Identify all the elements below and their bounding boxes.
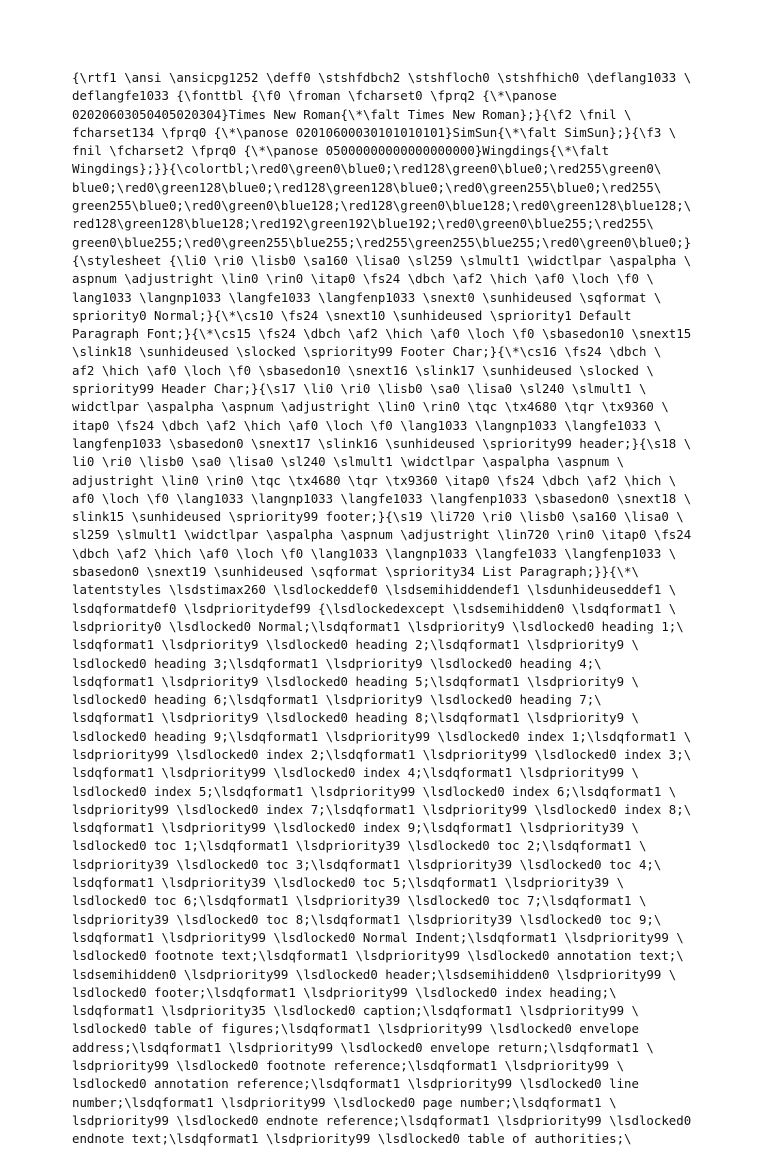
text-line: number;\lsdqformat1 \lsdpriority99 \lsdlocked0 page number;\lsdqformat1 \ <box>72 1094 617 1110</box>
text-line: lsdlocked0 toc 6;\lsdqformat1 \lsdpriority39 \lsdlocked0 toc 7;\lsdqformat1 \ <box>72 893 647 909</box>
text-line: lsdqformat1 \lsdpriority99 \lsdlocked0 index 9;\lsdqformat1 \lsdpriority39 \ <box>72 820 639 836</box>
text-line: lsdpriority99 \lsdlocked0 endnote reference;\lsdqformat1 \lsdpriority99 \lsdlocked0 <box>72 1112 692 1128</box>
text-line: lsdpriority99 \lsdlocked0 index 7;\lsdqformat1 \lsdpriority99 \lsdlocked0 index 8;\ <box>72 801 692 817</box>
text-line: lsdlocked0 index 5;\lsdqformat1 \lsdpriority99 \lsdlocked0 index 6;\lsdqformat1 \ <box>72 783 677 799</box>
text-line: itap0 \fs24 \dbch \af2 \hich \af0 \loch \f0 \lang1033 \langnp1033 \langfe1033 \ <box>72 417 662 433</box>
text-line: 02020603050405020304}Times New Roman{\*\falt Times New Roman};}{\f2 \fnil \ <box>72 106 632 122</box>
text-line: lsdqformat1 \lsdpriority99 \lsdlocked0 index 4;\lsdqformat1 \lsdpriority99 \ <box>72 765 639 781</box>
text-line: lsdqformatdef0 \lsdprioritydef99 {\lsdlockedexcept \lsdsemihidden0 \lsdqformat1 \ <box>72 600 677 616</box>
text-line: spriority0 Normal;}{\*\cs10 \fs24 \snext10 \sunhideused \spriority1 Default <box>72 307 632 323</box>
text-line: sbasedon0 \snext19 \sunhideused \sqformat \spriority34 List Paragraph;}}{\*\ <box>72 564 639 580</box>
text-line: lsdqformat1 \lsdpriority39 \lsdlocked0 toc 5;\lsdqformat1 \lsdpriority39 \ <box>72 875 625 891</box>
text-line: af2 \hich \af0 \loch \f0 \sbasedon10 \snext16 \slink17 \sunhideused \slocked \ <box>72 362 654 378</box>
text-line: lsdpriority39 \lsdlocked0 toc 8;\lsdqformat1 \lsdpriority39 \lsdlocked0 toc 9;\ <box>72 911 662 927</box>
text-line: lsdqformat1 \lsdpriority99 \lsdlocked0 Normal Indent;\lsdqformat1 \lsdpriority99 \ <box>72 929 684 945</box>
text-line: \slink18 \sunhideused \slocked \spriority99 Footer Char;}{\*\cs16 \fs24 \dbch \ <box>72 344 662 360</box>
text-line: green255\blue0;\red0\green0\blue128;\red128\green0\blue128;\red0\green128\blue128;\ <box>72 198 692 214</box>
text-line: slink15 \sunhideused \spriority99 footer;}{\s19 \li720 \ri0 \lisb0 \sa160 \lisa0 \ <box>72 509 684 525</box>
text-line: {\stylesheet {\li0 \ri0 \lisb0 \sa160 \lisa0 \sl259 \slmult1 \widctlpar \aspalpha \ <box>72 252 692 268</box>
text-line: green0\blue255;\red0\green255\blue255;\red255\green255\blue255;\red0\green0\blue0;} <box>72 234 692 250</box>
text-line: lsdpriority0 \lsdlocked0 Normal;\lsdqformat1 \lsdpriority9 \lsdlocked0 heading 1;\ <box>72 618 684 634</box>
text-line: lsdqformat1 \lsdpriority9 \lsdlocked0 heading 8;\lsdqformat1 \lsdpriority9 \ <box>72 710 639 726</box>
text-line: lsdqformat1 \lsdpriority35 \lsdlocked0 caption;\lsdqformat1 \lsdpriority99 \ <box>72 1003 639 1019</box>
text-line: {\rtf1 \ansi \ansicpg1252 \deff0 \stshfdbch2 \stshfloch0 \stshfhich0 \deflang1033 \ <box>72 70 692 85</box>
text-line: lsdlocked0 footnote text;\lsdqformat1 \lsdpriority99 \lsdlocked0 annotation text;\ <box>72 948 684 964</box>
text-line: lsdlocked0 heading 3;\lsdqformat1 \lsdpriority9 \lsdlocked0 heading 4;\ <box>72 655 602 671</box>
text-line: lsdlocked0 heading 6;\lsdqformat1 \lsdpriority9 \lsdlocked0 heading 7;\ <box>72 692 602 708</box>
text-line: af0 \loch \f0 \lang1033 \langnp1033 \langfe1033 \langfenp1033 \sbasedon0 \snext18 \ <box>72 490 692 506</box>
text-line: widctlpar \aspalpha \aspnum \adjustright \lin0 \rin0 \tqc \tx4680 \tqr \tx9360 \ <box>72 399 669 415</box>
text-line: lsdlocked0 footer;\lsdqformat1 \lsdpriority99 \lsdlocked0 index heading;\ <box>72 984 617 1000</box>
text-line: address;\lsdqformat1 \lsdpriority99 \lsdlocked0 envelope return;\lsdqformat1 \ <box>72 1039 654 1055</box>
text-line: lsdsemihidden0 \lsdpriority99 \lsdlocked0 header;\lsdsemihidden0 \lsdpriority99 \ <box>72 966 677 982</box>
text-line: adjustright \lin0 \rin0 \tqc \tx4680 \tqr \tx9360 \itap0 \fs24 \dbch \af2 \hich \ <box>72 472 677 488</box>
rtf-source-text <box>72 69 702 1149</box>
text-line: red128\green128\blue128;\red192\green192\blue192;\red0\green0\blue255;\red255\ <box>72 216 654 232</box>
text-line: lsdlocked0 toc 1;\lsdqformat1 \lsdpriority39 \lsdlocked0 toc 2;\lsdqformat1 \ <box>72 838 647 854</box>
text-line: sl259 \slmult1 \widctlpar \aspalpha \aspnum \adjustright \lin720 \rin0 \itap0 \fs24 <box>72 527 692 543</box>
text-line: lsdpriority39 \lsdlocked0 toc 3;\lsdqformat1 \lsdpriority39 \lsdlocked0 toc 4;\ <box>72 856 662 872</box>
text-line: lsdqformat1 \lsdpriority9 \lsdlocked0 heading 5;\lsdqformat1 \lsdpriority9 \ <box>72 673 639 689</box>
text-line: li0 \ri0 \lisb0 \sa0 \lisa0 \sl240 \slmult1 \widctlpar \aspalpha \aspnum \ <box>72 454 625 470</box>
text-line: Wingdings};}}{\colortbl;\red0\green0\blue0;\red128\green0\blue0;\red255\green0\ <box>72 161 662 177</box>
text-line: latentstyles \lsdstimax260 \lsdlockeddef0 \lsdsemihiddendef1 \lsdunhideuseddef1 \ <box>72 582 677 598</box>
text-line: deflangfe1033 {\fonttbl {\f0 \froman \fcharset0 \fprq2 {\*\panose <box>72 88 557 104</box>
text-line: spriority99 Header Char;}{\s17 \li0 \ri0 \lisb0 \sa0 \lisa0 \sl240 \slmult1 \ <box>72 381 647 397</box>
text-line: lsdlocked0 annotation reference;\lsdqformat1 \lsdpriority99 \lsdlocked0 line <box>72 1076 639 1092</box>
text-line: lang1033 \langnp1033 \langfe1033 \langfenp1033 \snext0 \sunhideused \sqformat \ <box>72 289 662 305</box>
text-line: lsdqformat1 \lsdpriority9 \lsdlocked0 heading 2;\lsdqformat1 \lsdpriority9 \ <box>72 637 639 653</box>
text-line: endnote text;\lsdqformat1 \lsdpriority99 \lsdlocked0 table of authorities;\ <box>72 1131 632 1147</box>
text-line: aspnum \adjustright \lin0 \rin0 \itap0 \fs24 \dbch \af2 \hich \af0 \loch \f0 \ <box>72 271 654 287</box>
text-line: lsdpriority99 \lsdlocked0 footnote reference;\lsdqformat1 \lsdpriority99 \ <box>72 1058 625 1074</box>
text-line: lsdpriority99 \lsdlocked0 index 2;\lsdqformat1 \lsdpriority99 \lsdlocked0 index 3;\ <box>72 746 692 762</box>
text-line: blue0;\red0\green128\blue0;\red128\green128\blue0;\red0\green255\blue0;\red255\ <box>72 179 662 195</box>
text-line: fcharset134 \fprq0 {\*\panose 02010600030101010101}SimSun{\*\falt SimSun};}{\f3 \ <box>72 124 677 140</box>
text-line: Paragraph Font;}{\*\cs15 \fs24 \dbch \af2 \hich \af0 \loch \f0 \sbasedon10 \snext15 <box>72 326 692 342</box>
text-line: fnil \fcharset2 \fprq0 {\*\panose 05000000000000000000}Wingdings{\*\falt <box>72 143 610 159</box>
text-line: langfenp1033 \sbasedon0 \snext17 \slink16 \sunhideused \spriority99 header;}{\s18 \ <box>72 435 692 451</box>
text-line: lsdlocked0 heading 9;\lsdqformat1 \lsdpriority99 \lsdlocked0 index 1;\lsdqformat1 \ <box>72 728 692 744</box>
text-line: \dbch \af2 \hich \af0 \loch \f0 \lang1033 \langnp1033 \langfe1033 \langfenp1033 \ <box>72 545 677 561</box>
text-line: lsdlocked0 table of figures;\lsdqformat1 \lsdpriority99 \lsdlocked0 envelope <box>72 1021 639 1037</box>
